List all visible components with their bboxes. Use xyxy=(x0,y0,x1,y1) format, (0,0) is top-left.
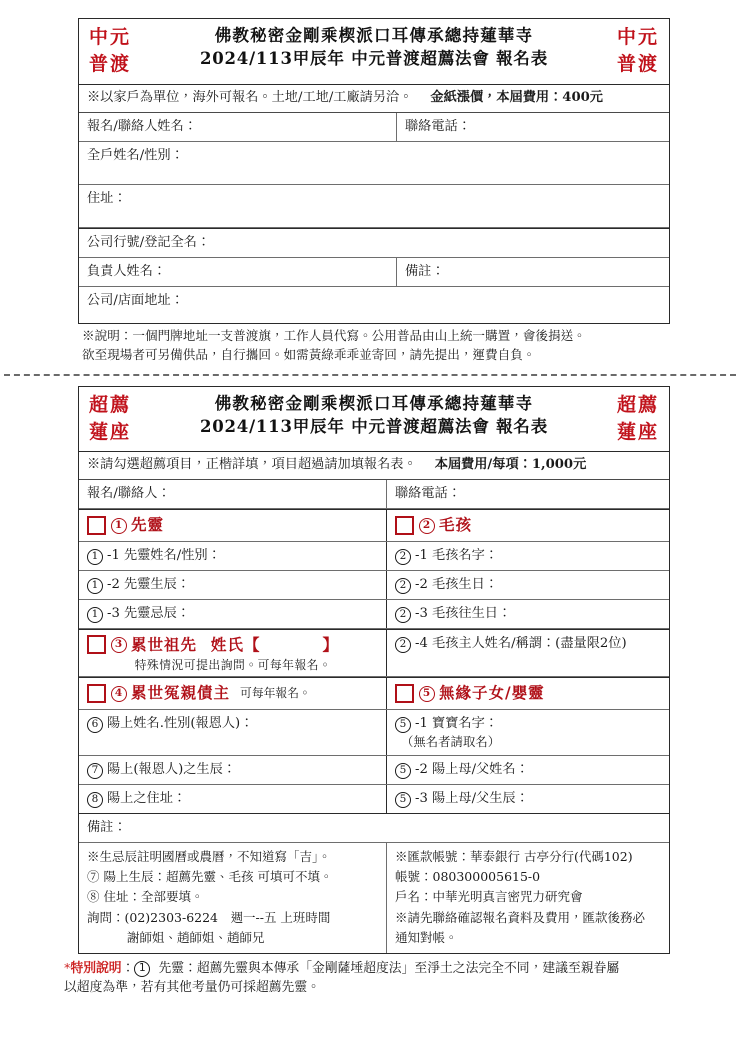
form2-field-5-3[interactable] xyxy=(387,785,669,813)
form2-section-2-number: 2 xyxy=(419,518,435,534)
form1-stamp-right-line1: 中元 xyxy=(616,26,659,48)
form2-stamp-right-line2: 蓮座 xyxy=(616,420,659,443)
form2-field-5-2-number: 5 xyxy=(395,763,411,779)
form2-section-4-title: 累世冤親債主 xyxy=(131,683,231,703)
form2-field-2-1-number: 2 xyxy=(395,549,411,565)
form2-field-2-4-label xyxy=(395,634,662,653)
form2-field-8-text: 陽上之住址： xyxy=(107,790,187,806)
form2-row-info xyxy=(79,843,669,953)
checkbox-icon-section-2[interactable] xyxy=(395,516,414,535)
form2-title-bar xyxy=(79,387,669,453)
form1-title-line1: 佛教秘密金剛乘楔派口耳傳承總持蓮華寺 xyxy=(214,26,534,45)
form2-section-3-subnote: 特殊情況可提出詢問。可每年報名。 xyxy=(134,658,332,673)
form-zhongyuan-pudu xyxy=(78,18,670,365)
form1-phone-label: 聯絡電話： xyxy=(405,118,471,134)
form2-title xyxy=(141,387,607,452)
form2-field-2-3-number: 2 xyxy=(395,607,411,623)
form2-info-left-2: ⑦ 陽上生辰：超薦先靈、毛孩 可填可不填。 xyxy=(87,869,333,885)
form2-field-5-2-text: -2 陽上母/父姓名： xyxy=(415,761,529,777)
form2-field-2-3-text: -3 毛孩往生日： xyxy=(415,605,512,621)
form2-info-phone: 詢問：(02)2303-6224 週一--五 上班時間 xyxy=(87,909,331,925)
form2-notice-left: ※請勾選超薦項目，正楷詳填，項目超過請加填報名表。 xyxy=(87,457,417,473)
form2-field-2-1-label xyxy=(395,546,662,565)
form2-stamp-right-line1: 超薦 xyxy=(616,393,659,416)
form2-field-5-2-label xyxy=(395,760,662,779)
form2-section-2-head xyxy=(395,514,662,536)
form2-section-4-subnote: 可每年報名。 xyxy=(240,686,311,700)
form1-notice-fee: 金紙漲價，本屆費用：400元 xyxy=(430,89,603,105)
form1-company-address-field[interactable] xyxy=(79,287,669,323)
form2-field-6-label xyxy=(87,714,379,733)
form1-stamp-right xyxy=(607,19,669,84)
form2-field-1-2[interactable] xyxy=(79,571,387,599)
form1-company-address-label: 公司/店面地址： xyxy=(87,292,184,308)
checkbox-icon-section-1[interactable] xyxy=(87,516,106,535)
form1-household-label: 全戶姓名/性別： xyxy=(87,147,184,163)
special-note-line-1 xyxy=(64,959,676,978)
form1-row-applicant xyxy=(79,113,669,142)
form2-row-remark xyxy=(79,814,669,843)
form2-field-5-2[interactable] xyxy=(387,756,669,784)
checkbox-icon-section-5[interactable] xyxy=(395,684,414,703)
form2-row-section-1-2 xyxy=(79,509,669,541)
form2-field-7-number: 7 xyxy=(87,763,103,779)
form1-owner-field[interactable] xyxy=(79,258,397,286)
special-note-line-2: 以超度為準，若有其他考量仍可採超薦先靈。 xyxy=(64,980,320,996)
form2-applicant-field[interactable] xyxy=(79,480,387,508)
form2-section-5-title: 無緣子女/嬰靈 xyxy=(439,683,545,703)
form2-info-left xyxy=(79,843,387,953)
form1-remark-label: 備註： xyxy=(405,263,445,279)
form2-outer-box xyxy=(78,386,670,955)
form2-field-7-text: 陽上(報恩人)之生辰： xyxy=(107,761,236,777)
form2-field-5-1-number: 5 xyxy=(395,717,411,733)
form2-field-5-1-label xyxy=(395,714,662,733)
form1-applicant-label: 報名/聯絡人姓名： xyxy=(87,118,197,134)
form2-field-2-3-label xyxy=(395,604,662,623)
form2-info-right xyxy=(387,843,669,953)
form1-row-household xyxy=(79,142,669,185)
form2-section-4-head xyxy=(87,682,379,704)
form2-stamp-left-line1: 超薦 xyxy=(89,393,132,416)
form1-outer-box xyxy=(78,18,670,324)
form1-company-name-label: 公司行號/登記全名： xyxy=(87,234,211,250)
form2-field-1-2-label xyxy=(87,575,379,594)
form2-section-3-title: 累世祖先 xyxy=(131,634,198,654)
form1-applicant-field[interactable] xyxy=(79,113,397,141)
form2-row-applicant xyxy=(79,480,669,509)
form2-field-2-2-number: 2 xyxy=(395,578,411,594)
form1-household-field[interactable] xyxy=(79,142,669,184)
form2-field-2-4-number: 2 xyxy=(395,637,411,653)
form2-title-line2: 2024/113甲辰年 中元普渡超薦法會 報名表 xyxy=(199,416,549,436)
form2-info-left-3: ⑧ 住址：全部要填。 xyxy=(87,889,204,905)
form1-owner-label: 負責人姓名： xyxy=(87,263,167,279)
form1-row-address xyxy=(79,185,669,228)
form1-row-company-address xyxy=(79,287,669,323)
form2-field-1-3-number: 1 xyxy=(87,607,103,623)
checkbox-icon-section-4[interactable] xyxy=(87,684,106,703)
special-note xyxy=(60,954,680,997)
form2-bank-account: 帳號：080300005615-0 xyxy=(395,869,541,885)
form2-field-5-3-text: -3 陽上母/父生辰： xyxy=(415,790,529,806)
form2-field-2-2[interactable] xyxy=(387,571,669,599)
form2-section-2[interactable] xyxy=(387,510,669,540)
form2-notice-fee: 本屆費用/每項：1,000元 xyxy=(434,457,587,473)
form2-section-1[interactable] xyxy=(79,510,387,540)
form2-field-2-4-text: -4 毛孩主人姓名/稱謂：(盡量限2位) xyxy=(415,635,627,651)
form2-field-2-2-text: -2 毛孩生日： xyxy=(415,576,498,592)
form2-section-3-surname-close: 】 xyxy=(322,634,339,654)
form2-section-5[interactable] xyxy=(387,678,669,708)
form2-row-7 xyxy=(79,756,669,785)
form1-address-field[interactable] xyxy=(79,185,669,227)
form2-field-1-3[interactable] xyxy=(79,600,387,628)
form1-notice-strip xyxy=(79,85,669,113)
form2-section-1-title: 先靈 xyxy=(131,515,165,535)
form2-field-6[interactable] xyxy=(79,710,387,755)
form2-remark-field[interactable] xyxy=(79,814,669,842)
form1-stamp-left xyxy=(79,19,141,84)
form2-stamp-right xyxy=(607,387,669,452)
special-note-number: 1 xyxy=(134,961,150,977)
form2-field-1-1-label xyxy=(87,546,379,565)
form2-row-1-1 xyxy=(79,542,669,571)
form2-field-1-3-text: -3 先靈忌辰： xyxy=(107,605,190,621)
form2-field-6-text: 陽上姓名.性別(報恩人)： xyxy=(107,715,254,731)
form1-below-notes xyxy=(78,324,670,365)
form2-field-5-3-label xyxy=(395,789,662,808)
form2-field-1-2-number: 1 xyxy=(87,578,103,594)
form1-title-bar xyxy=(79,19,669,85)
special-note-line1-text: 先靈：超薦先靈與本傳承「金剛薩埵超度法」至淨土之法完全不同，建議至親眷屬 xyxy=(154,961,620,977)
form2-row-section-4-5 xyxy=(79,677,669,709)
form1-remark-field[interactable] xyxy=(397,258,669,286)
form-chaojian-lianzuo xyxy=(78,386,670,955)
form1-phone-field[interactable] xyxy=(397,113,669,141)
form2-field-2-1-text: -1 毛孩名字： xyxy=(415,547,498,563)
form2-phone-field[interactable] xyxy=(387,480,669,508)
form2-field-1-1-number: 1 xyxy=(87,549,103,565)
form2-field-7[interactable] xyxy=(79,756,387,784)
form2-section-3[interactable] xyxy=(79,630,387,677)
form2-field-5-1[interactable] xyxy=(387,710,669,755)
form2-section-2-title: 毛孩 xyxy=(439,515,473,535)
form2-field-1-3-label xyxy=(87,604,379,623)
special-note-keyword: 特別說明 xyxy=(70,961,122,977)
form2-stamp-left xyxy=(79,387,141,452)
form2-row-1-3 xyxy=(79,600,669,629)
form1-row-company-name xyxy=(79,228,669,258)
form2-field-2-1[interactable] xyxy=(387,542,669,570)
form2-field-5-1-text: -1 寶寶名字： xyxy=(415,715,498,731)
form2-field-1-2-text: -2 先靈生辰： xyxy=(107,576,190,592)
form2-title-line1: 佛教秘密金剛乘楔派口耳傳承總持蓮華寺 xyxy=(214,393,534,413)
form1-address-label: 住址： xyxy=(87,190,127,206)
form1-row-owner xyxy=(79,258,669,287)
form2-phone-label: 聯絡電話： xyxy=(395,486,461,502)
form2-row-8 xyxy=(79,785,669,814)
form1-notice-left: ※以家戶為單位，海外可報名。土地/工地/工廠請另洽。 xyxy=(87,89,413,105)
form2-field-1-1[interactable] xyxy=(79,542,387,570)
form2-field-5-3-number: 5 xyxy=(395,792,411,808)
form1-below-note-2: 欲至現場者可另備供品，自行攜回。如需黃綠乖乖並寄回，請先提出，運費自負。 xyxy=(82,346,536,362)
form2-field-8-number: 8 xyxy=(87,792,103,808)
form2-stamp-left-line2: 蓮座 xyxy=(89,420,132,443)
form2-field-2-3[interactable] xyxy=(387,600,669,628)
form1-stamp-left-line1: 中元 xyxy=(89,26,132,48)
form2-section-4[interactable] xyxy=(79,678,387,708)
form2-section-1-head xyxy=(87,514,379,536)
form2-field-8[interactable] xyxy=(79,785,387,813)
form2-info-left-1: ※生忌辰註明國曆或農曆，不知道寫「吉」。 xyxy=(87,848,331,864)
form2-info-right-4: ※請先聯絡確認報名資料及費用，匯款後務必 xyxy=(395,909,646,925)
form2-field-8-label xyxy=(87,789,379,808)
form2-section-5-number: 5 xyxy=(419,686,435,702)
form1-title xyxy=(141,19,607,84)
form2-section-3-number: 3 xyxy=(111,637,127,653)
form2-remark-label: 備註： xyxy=(87,819,127,835)
form2-notice-strip xyxy=(79,452,669,480)
form2-bank-branch: ※匯款帳號：華泰銀行 古亭分行(代碼102) xyxy=(395,848,633,864)
checkbox-icon-section-3[interactable] xyxy=(87,635,106,654)
form2-field-5-1-subnote: （無名者請取名） xyxy=(401,733,501,749)
form2-section-1-number: 1 xyxy=(111,518,127,534)
form2-info-contacts: 謝師姐、趙師姐、趙師兄 xyxy=(127,929,265,945)
form2-field-1-1-text: -1 先靈姓名/性別： xyxy=(107,547,221,563)
form2-applicant-label: 報名/聯絡人： xyxy=(87,486,171,502)
form1-stamp-left-line2: 普渡 xyxy=(89,52,132,75)
special-note-star: * xyxy=(64,961,71,977)
form2-field-7-label xyxy=(87,760,379,779)
form1-title-line2: 2024/113甲辰年 中元普渡超薦法會 報名表 xyxy=(199,49,549,69)
special-note-colon: ： xyxy=(121,961,135,977)
form2-section-4-number: 4 xyxy=(111,686,127,702)
form2-row-6 xyxy=(79,710,669,756)
form1-stamp-right-line2: 普渡 xyxy=(616,52,659,75)
form2-section-5-head xyxy=(395,682,662,704)
form2-row-section-3 xyxy=(79,629,669,678)
form1-below-note-1: ※說明：一個門牌地址一支普渡旗，工作人員代寫。公用普品由山上統一購置，會後捐送。 xyxy=(82,327,586,343)
form2-bank-holder: 戶名：中華光明真言密咒力研究會 xyxy=(395,889,583,905)
form2-field-2-2-label xyxy=(395,575,662,594)
form2-info-right-5: 通知對帳。 xyxy=(395,929,458,945)
form2-row-1-2 xyxy=(79,571,669,600)
form2-section-3-surname-label: 姓氏【 xyxy=(211,634,261,654)
form2-section-3-head xyxy=(87,634,379,656)
form1-company-name-field[interactable] xyxy=(79,229,669,257)
form2-field-2-4[interactable] xyxy=(387,630,669,677)
section-divider xyxy=(4,374,736,376)
form2-field-6-number: 6 xyxy=(87,717,103,733)
